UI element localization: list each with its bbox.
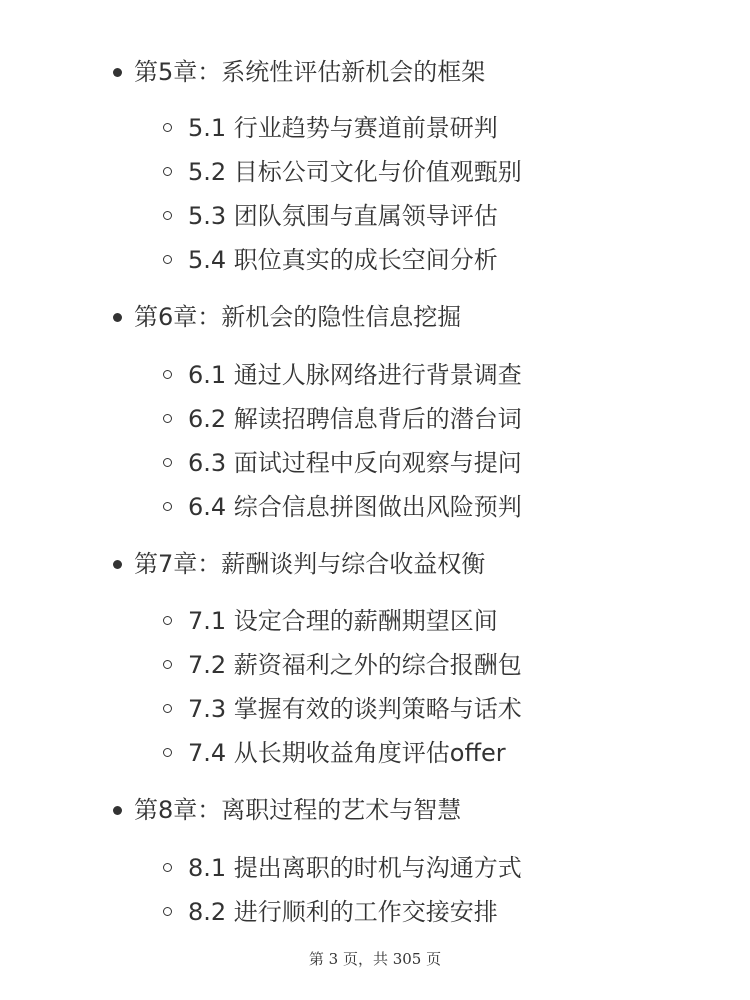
section-title: 8.2 进行顺利的工作交接安排 [188, 898, 498, 926]
chapter-title: 第7章：薪酬谈判与综合收益权衡 [134, 550, 486, 578]
circle-bullet-icon [163, 211, 172, 220]
circle-bullet-icon [163, 458, 172, 467]
circle-bullet-icon [163, 502, 172, 511]
circle-bullet-icon [163, 863, 172, 872]
circle-bullet-icon [163, 370, 172, 379]
chapter-title: 第8章：离职过程的艺术与智慧 [134, 796, 462, 824]
disc-bullet-icon [113, 68, 122, 77]
section-title: 6.4 综合信息拼图做出风险预判 [188, 493, 522, 521]
circle-bullet-icon [163, 123, 172, 132]
circle-bullet-icon [163, 167, 172, 176]
circle-bullet-icon [163, 255, 172, 264]
chapter-title: 第6章：新机会的隐性信息挖掘 [134, 303, 462, 331]
chapter-title: 第5章：系统性评估新机会的框架 [134, 58, 486, 86]
section-title: 5.2 目标公司文化与价值观甄别 [188, 158, 522, 186]
section-title: 8.1 提出离职的时机与沟通方式 [188, 854, 522, 882]
disc-bullet-icon [113, 560, 122, 569]
disc-bullet-icon [113, 806, 122, 815]
section-title: 7.1 设定合理的薪酬期望区间 [188, 607, 498, 635]
disc-bullet-icon [113, 313, 122, 322]
page-number-footer: 第 3 页，共 305 页 [308, 950, 442, 968]
section-title: 5.1 行业趋势与赛道前景研判 [188, 114, 498, 142]
circle-bullet-icon [163, 660, 172, 669]
section-title: 7.2 薪资福利之外的综合报酬包 [188, 651, 522, 679]
circle-bullet-icon [163, 704, 172, 713]
section-title: 7.4 从长期收益角度评估offer [188, 739, 506, 767]
circle-bullet-icon [163, 414, 172, 423]
section-title: 5.3 团队氛围与直属领导评估 [188, 202, 498, 230]
circle-bullet-icon [163, 616, 172, 625]
section-title: 6.1 通过人脉网络进行背景调查 [188, 361, 522, 389]
section-title: 7.3 掌握有效的谈判策略与话术 [188, 695, 522, 723]
section-title: 6.2 解读招聘信息背后的潜台词 [188, 405, 522, 433]
section-title: 6.3 面试过程中反向观察与提问 [188, 449, 522, 477]
section-title: 5.4 职位真实的成长空间分析 [188, 246, 498, 274]
circle-bullet-icon [163, 748, 172, 757]
circle-bullet-icon [163, 907, 172, 916]
